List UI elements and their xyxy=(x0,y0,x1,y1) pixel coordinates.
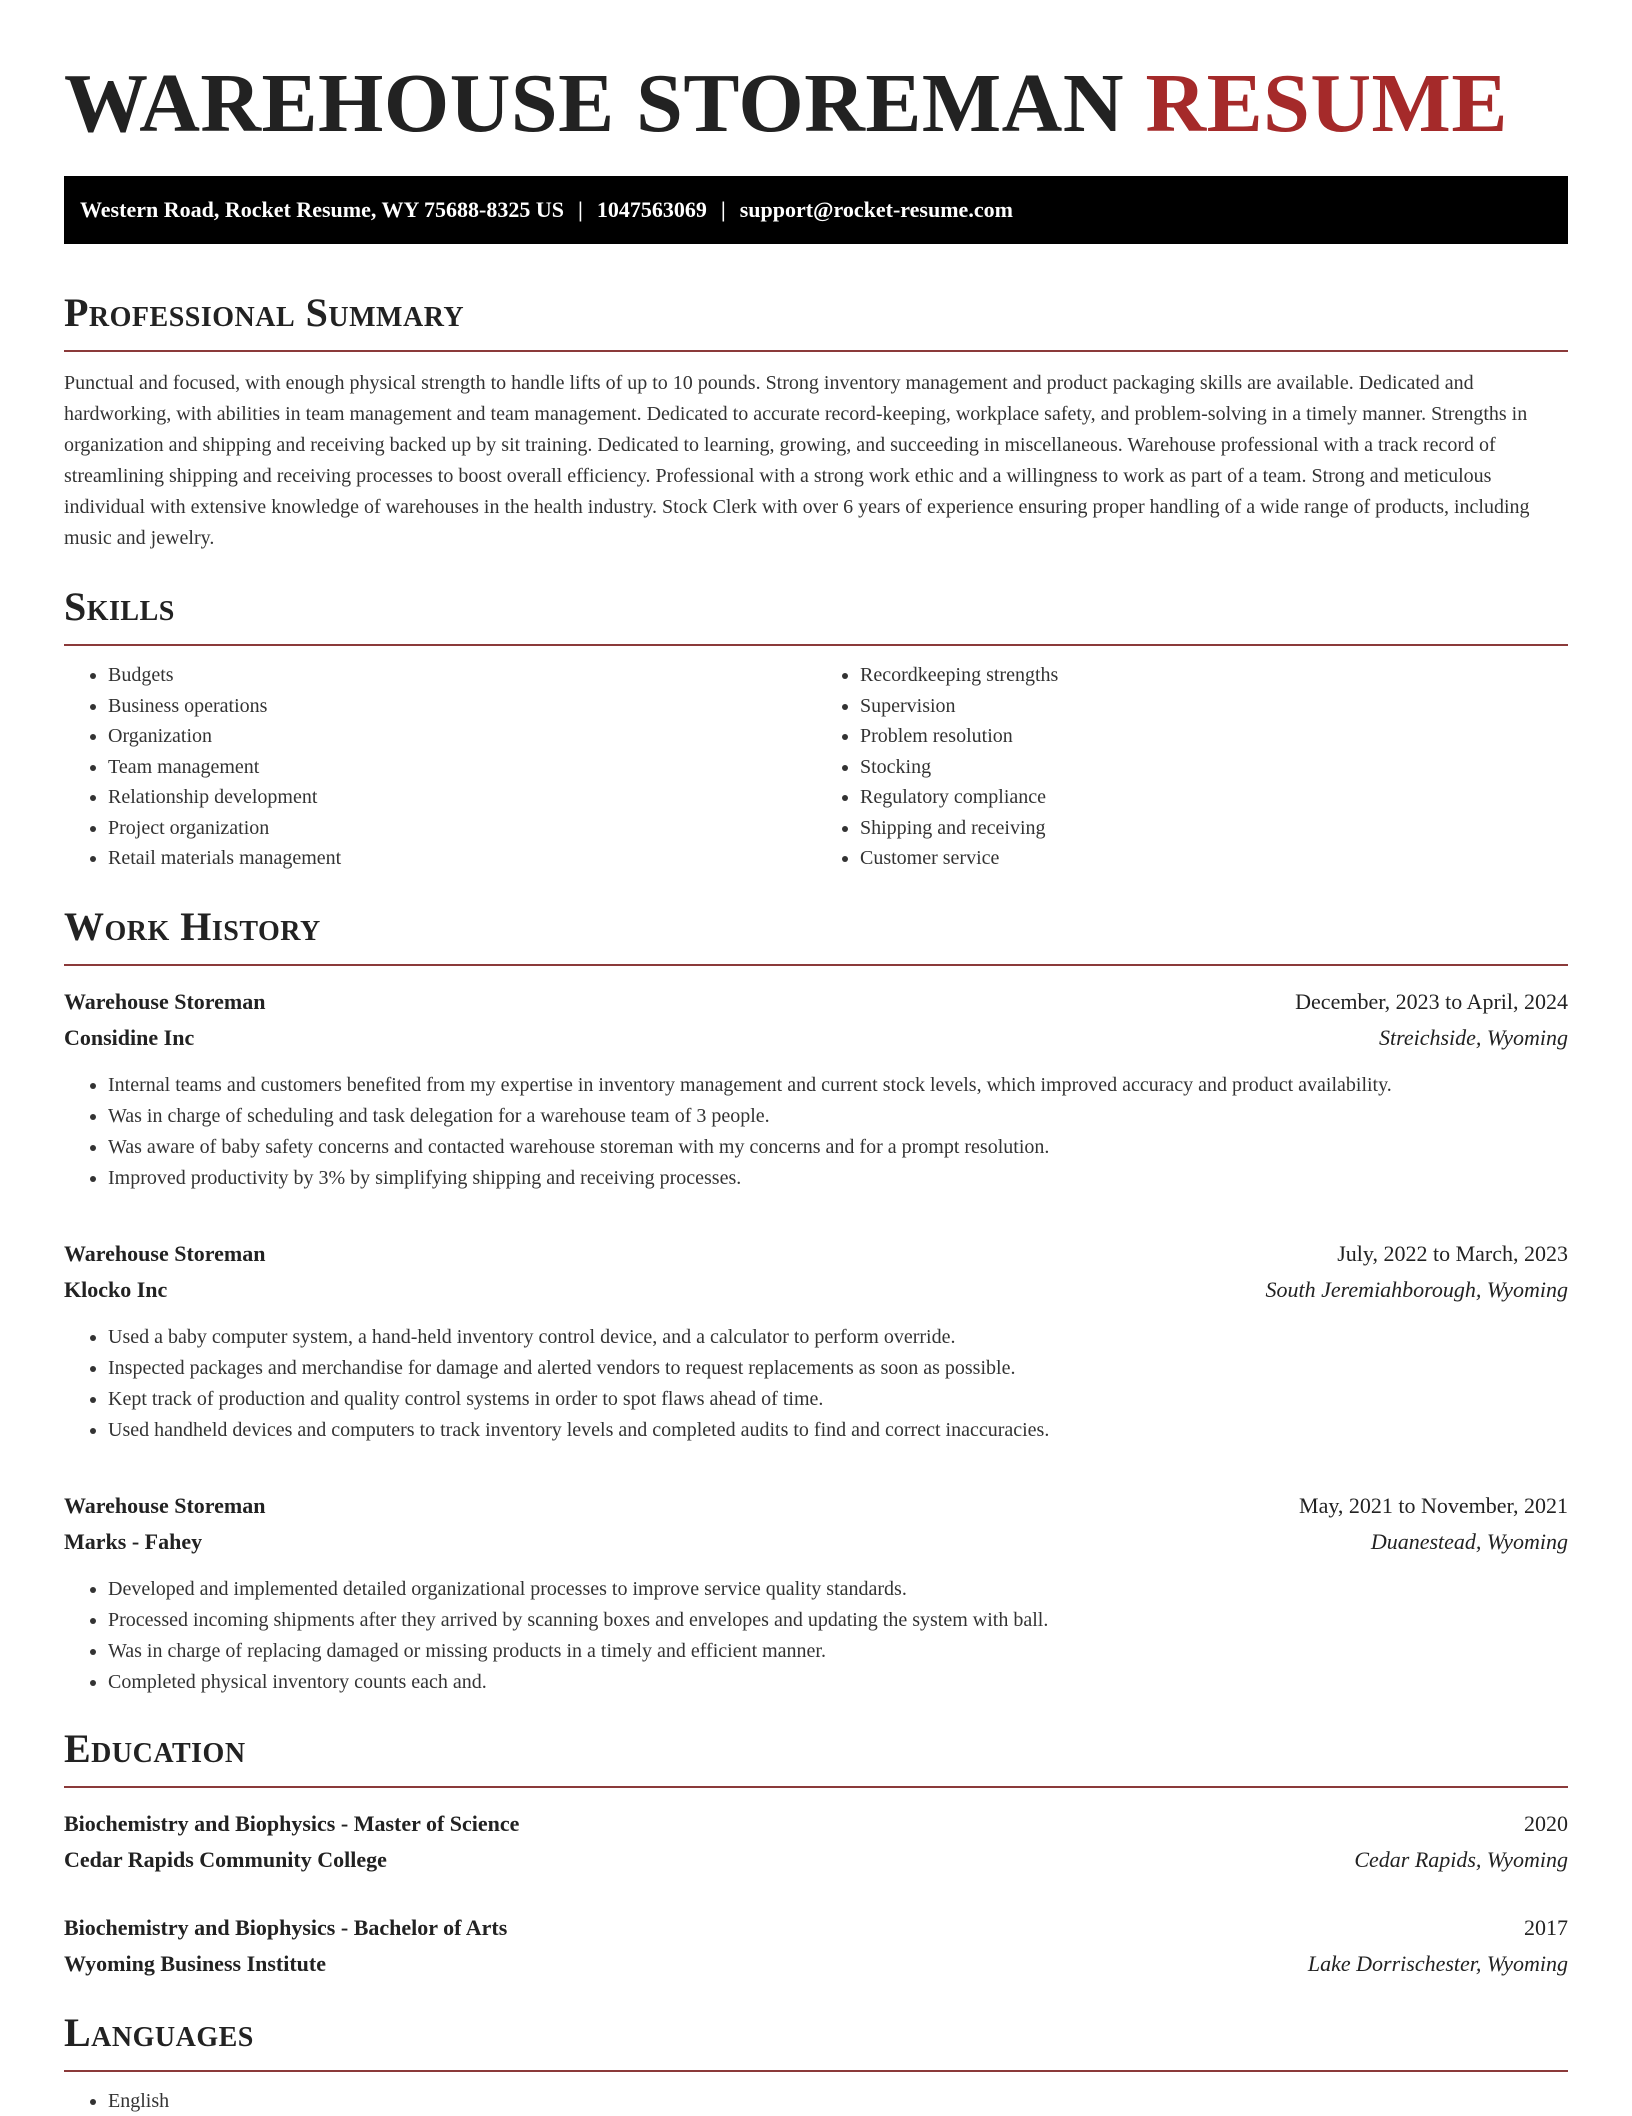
job-bullet: • Kept track of production and quality control systems in order to spot flaws ahead of time. xyxy=(108,1384,1568,1415)
education-section xyxy=(64,1726,1568,1982)
job-title: Warehouse Storeman xyxy=(64,988,266,1014)
education-year: 2017 xyxy=(1524,1914,1568,1940)
job-bullet: • Inspected packages and merchandise for damage and alerted vendors to request replacements as soon as possible. xyxy=(108,1353,1568,1384)
work-history-section xyxy=(64,904,1568,1698)
job-location: Duanestead, Wyoming xyxy=(1370,1528,1568,1554)
job-bullet: • Was aware of baby safety concerns and contacted warehouse storeman with my concerns and for a prompt resolution. xyxy=(108,1132,1568,1163)
job-bullet: • Was in charge of scheduling and task delegation for a warehouse team of 3 people. xyxy=(108,1101,1568,1132)
education-location: Lake Dorrischester, Wyoming xyxy=(1307,1950,1568,1976)
skill-item: • Budgets xyxy=(108,660,816,691)
job-dates: May, 2021 to November, 2021 xyxy=(1299,1492,1568,1518)
contact-bar xyxy=(64,176,1568,244)
skills-list-left xyxy=(64,660,816,874)
job-company: Klocko Inc xyxy=(64,1276,168,1302)
section-divider xyxy=(64,644,1568,646)
work-history-heading: Work History xyxy=(64,903,321,949)
section-divider xyxy=(64,2070,1568,2072)
job-bullets xyxy=(64,1574,1568,1698)
section-divider xyxy=(64,964,1568,966)
skill-item: • Organization xyxy=(108,721,816,752)
languages-heading: Languages xyxy=(64,2009,254,2055)
education-school: Wyoming Business Institute xyxy=(64,1950,327,1976)
job-dates: July, 2022 to March, 2023 xyxy=(1337,1240,1568,1266)
skill-item: • Stocking xyxy=(860,752,1568,783)
education-degree: Biochemistry and Biophysics - Bachelor of Arts xyxy=(64,1914,508,1940)
job-entry xyxy=(64,1488,1568,1698)
education-entry xyxy=(64,1910,1568,1982)
summary-text: Punctual and focused, with enough physical strength to handle lifts of up to 10 pounds. Strong inventory management and product packaging skills are available. Dedicated and hardworking, with abilities in team management and team management. Dedicated to accurate record-keeping, workplace safety, and problem-solving in a timely manner. Strengths in organization and shipping and receiving backed up by sit training. Dedicated to learning, growing, and succeeding in miscellaneous. Warehouse professional with a track record of streamlining shipping and receiving processes to boost overall efficiency. Professional with a strong work ethic and a willingness to work as part of a team. Strong and meticulous individual with extensive knowledge of warehouses in the health industry. Stock Clerk with over 6 years of experience ensuring proper handling of a wide range of products, including music and jewelry. xyxy=(64,372,1530,549)
languages-section xyxy=(64,2010,1568,2116)
job-company: Considine Inc xyxy=(64,1024,195,1050)
job-bullets xyxy=(64,1070,1568,1194)
education-entry xyxy=(64,1806,1568,1878)
job-bullet: • Improved productivity by 3% by simplifying shipping and receiving processes. xyxy=(108,1163,1568,1194)
job-bullet: • Processed incoming shipments after they arrived by scanning boxes and envelopes and updating the system with ball. xyxy=(108,1605,1568,1636)
contact-separator: | xyxy=(720,197,726,222)
resume-title-accent: RESUME xyxy=(1145,57,1508,150)
education-heading: Education xyxy=(64,1725,246,1771)
skills-grid xyxy=(64,660,1568,874)
job-bullet: • Completed physical inventory counts each and. xyxy=(108,1667,1568,1698)
skills-heading: Skills xyxy=(64,584,175,629)
job-entry xyxy=(64,1236,1568,1446)
job-title: Warehouse Storeman xyxy=(64,1492,266,1518)
job-company: Marks - Fahey xyxy=(64,1528,203,1554)
skill-item: • Regulatory compliance xyxy=(860,782,1568,813)
summary-heading: Professional Summary xyxy=(64,290,465,335)
job-bullets xyxy=(64,1322,1568,1446)
contact-address: Western Road, Rocket Resume, WY 75688-8325 US xyxy=(80,197,564,222)
contact-separator: | xyxy=(577,197,583,222)
job-location: South Jeremiahborough, Wyoming xyxy=(1265,1276,1568,1302)
skill-item: • Shipping and receiving xyxy=(860,813,1568,844)
resume-title-main: WAREHOUSE STOREMAN xyxy=(64,57,1124,150)
resume-title xyxy=(64,56,1568,152)
job-dates: December, 2023 to April, 2024 xyxy=(1295,988,1568,1014)
contact-phone: 1047563069 xyxy=(596,197,707,222)
skill-item: • Team management xyxy=(108,752,816,783)
skill-item: • Problem resolution xyxy=(860,721,1568,752)
skills-section xyxy=(64,584,1568,874)
skill-item: • Project organization xyxy=(108,813,816,844)
job-entry xyxy=(64,984,1568,1194)
job-bullet: • Used handheld devices and computers to track inventory levels and completed audits to find and correct inaccuracies. xyxy=(108,1415,1568,1446)
education-location: Cedar Rapids, Wyoming xyxy=(1354,1846,1568,1872)
contact-email: support@rocket-resume.com xyxy=(739,197,1013,222)
section-divider xyxy=(64,350,1568,352)
education-school: Cedar Rapids Community College xyxy=(64,1846,387,1872)
resume-page xyxy=(64,0,1568,2116)
skill-item: • Business operations xyxy=(108,691,816,722)
job-bullet: • Developed and implemented detailed organizational processes to improve service quality standards. xyxy=(108,1574,1568,1605)
skill-item: • Recordkeeping strengths xyxy=(860,660,1568,691)
job-location: Streichside, Wyoming xyxy=(1378,1024,1568,1050)
job-bullet: • Was in charge of replacing damaged or missing products in a timely and efficient manner. xyxy=(108,1636,1568,1667)
skills-list-right xyxy=(816,660,1568,874)
section-divider xyxy=(64,1786,1568,1788)
summary-section xyxy=(64,290,1568,554)
skill-item: • Supervision xyxy=(860,691,1568,722)
job-bullet: • Internal teams and customers benefited from my expertise in inventory management and current stock levels, which improved accuracy and product availability. xyxy=(108,1070,1568,1101)
language-item: • English xyxy=(108,2086,1568,2116)
skill-item: • Customer service xyxy=(860,843,1568,874)
education-degree: Biochemistry and Biophysics - Master of Science xyxy=(64,1810,520,1836)
job-bullet: • Used a baby computer system, a hand-held inventory control device, and a calculator to perform override. xyxy=(108,1322,1568,1353)
job-title: Warehouse Storeman xyxy=(64,1240,266,1266)
languages-list xyxy=(64,2086,1568,2116)
skill-item: • Relationship development xyxy=(108,782,816,813)
education-year: 2020 xyxy=(1524,1810,1568,1836)
skill-item: • Retail materials management xyxy=(108,843,816,874)
